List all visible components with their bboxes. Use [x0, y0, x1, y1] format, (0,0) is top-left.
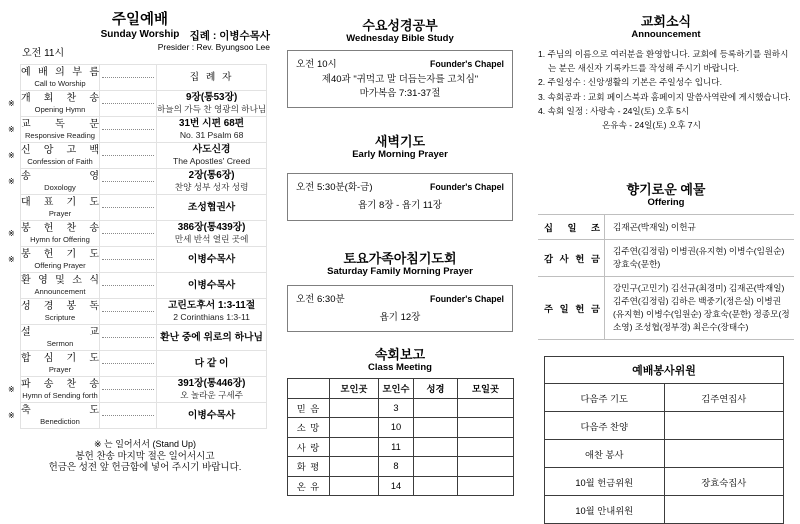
- worship-row: [8, 325, 267, 351]
- dotted-leader: [102, 259, 154, 260]
- committee-person: 장효숙집사: [664, 468, 784, 496]
- class-row: [288, 418, 514, 438]
- item-label-en: Responsive Reading: [24, 131, 96, 140]
- item-value: 31번 시편 68편: [179, 118, 245, 130]
- saturday-prayer-place: Founder's Chapel: [430, 293, 504, 304]
- class-header-blank: [288, 379, 330, 399]
- item-value: 환난 중에 위로의 하나님: [160, 331, 263, 343]
- announcement-list: [538, 47, 794, 132]
- item-value: 9장(통53장): [185, 92, 238, 104]
- worship-row: [8, 91, 267, 117]
- class-meeting-table: [287, 378, 514, 496]
- item-label-en: Prayer: [48, 209, 72, 218]
- dotted-leader: [102, 77, 154, 78]
- committee-role: 10월 안내위원: [545, 496, 665, 524]
- worship-row: [8, 117, 267, 143]
- worship-row: [8, 195, 267, 221]
- class-row: [288, 476, 514, 496]
- class-name: 사 랑: [288, 437, 330, 457]
- dotted-leader: [102, 363, 154, 364]
- item-label-ko: 성 경 봉 독: [21, 301, 99, 312]
- class-meeting-title-ko: 속회보고: [374, 347, 426, 362]
- item-label-en: Scripture: [44, 313, 76, 322]
- item-value-sub: No. 31 Psalm 68: [179, 130, 244, 141]
- item-label-en: Hymn for Offering: [30, 235, 90, 244]
- item-value-sub: The Apostles' Creed: [173, 156, 251, 167]
- worship-row: [8, 273, 267, 299]
- offering-title-en: Offering: [647, 197, 685, 209]
- stand-marker: ※: [8, 411, 15, 420]
- committee-person: [664, 440, 784, 468]
- dotted-leader: [102, 415, 154, 416]
- dotted-leader: [102, 389, 154, 390]
- bible-study-time: 오전 10시: [296, 59, 337, 70]
- item-value: 391장(통446장): [177, 378, 246, 390]
- class-name: 화 평: [288, 457, 330, 477]
- committee-row: [545, 496, 784, 524]
- bible-study-title-en: Wednesday Bible Study: [346, 33, 454, 44]
- item-label-ko: 설 교: [21, 327, 99, 338]
- item-value: 집 례 자: [189, 71, 234, 83]
- class-row: [288, 457, 514, 477]
- offering-table: [538, 214, 794, 340]
- item-value: 이병수목사: [187, 279, 236, 291]
- committee-person: [664, 496, 784, 524]
- worship-committee-table: [544, 356, 784, 524]
- dotted-leader: [102, 285, 154, 286]
- item-value-sub: 찬양 성부 성자 성령: [174, 182, 249, 193]
- offering-row-tithe: [538, 215, 794, 240]
- dotted-leader: [102, 207, 154, 208]
- dotted-leader: [102, 181, 154, 182]
- worship-row: [8, 299, 267, 325]
- offering-label: 주 일 헌 금: [544, 304, 600, 315]
- item-value: 조성협권사: [187, 201, 236, 213]
- class-table-header-row: [288, 379, 514, 399]
- dotted-leader: [102, 233, 154, 234]
- dotted-leader: [102, 129, 154, 130]
- early-prayer-title-en: Early Morning Prayer: [352, 149, 448, 160]
- committee-row: [545, 440, 784, 468]
- offering-label: 십 일 조: [544, 223, 600, 234]
- early-prayer-passage: 욥기 8장 - 욥기 11장: [358, 200, 442, 211]
- worship-header: [8, 8, 272, 60]
- committee-row: [545, 412, 784, 440]
- committee-person: 김주연집사: [664, 384, 784, 412]
- bible-study-box: [287, 50, 513, 108]
- dotted-leader: [102, 337, 154, 338]
- item-label-en: Confession of Faith: [27, 157, 93, 166]
- announcement-item: 3. 속회공과 : 교회 페이스북과 홈페이지 말씀사역란에 게시했습니다.: [538, 91, 791, 102]
- item-label-ko: 축 도: [21, 405, 99, 416]
- offering-title-block: [538, 182, 794, 208]
- announcement-title-ko: 교회소식: [640, 14, 692, 29]
- announcement-item: 4. 속회 일정 : 사랑속 - 24일(토) 오후 5시: [538, 105, 690, 116]
- item-label-en: Announcement: [34, 287, 86, 296]
- saturday-prayer-time: 오전 6:30분: [296, 293, 345, 305]
- saturday-prayer-title-ko: 토요가족아침기도회: [343, 250, 457, 266]
- class-count: 3: [379, 398, 414, 418]
- item-value: 사도신경: [192, 144, 231, 156]
- offering-names: 김주연(김정림) 이병권(유지현) 이병수(임원순) 장효숙(문한): [613, 246, 785, 270]
- committee-title: 예배봉사위원: [545, 357, 784, 384]
- saturday-prayer-passage: 욥기 12장: [379, 311, 421, 323]
- footnote-stand-up: ※ 는 일어서서 (Stand Up): [93, 439, 197, 449]
- bible-study-title-block: [287, 18, 513, 44]
- item-value: 고린도후서 1:3-11절: [167, 300, 256, 312]
- item-value: 이병수목사: [187, 253, 236, 265]
- midweek-section: [287, 6, 513, 496]
- item-label-en: Opening Hymn: [34, 105, 86, 114]
- early-prayer-title-block: [287, 134, 513, 160]
- class-count: 11: [379, 437, 414, 457]
- class-header-bible: 성경: [414, 379, 458, 399]
- item-label-ko: 파 송 찬 송: [21, 379, 99, 390]
- stand-marker: ※: [8, 151, 15, 160]
- offering-title-ko: 향기로운 예물: [626, 182, 706, 198]
- dotted-leader: [102, 155, 154, 156]
- class-name: 온 유: [288, 476, 330, 496]
- offering-names: 김재곤(박재일) 이헌규: [613, 221, 696, 232]
- worship-row: [8, 169, 267, 195]
- item-value: 이병수목사: [187, 409, 236, 421]
- early-prayer-title-ko: 새벽기도: [374, 134, 426, 149]
- item-value-sub: 하늘의 가득 찬 영광의 하나님: [157, 104, 267, 115]
- offering-row-thanksgiving: [538, 240, 794, 277]
- item-label-ko: 송 영: [21, 171, 99, 182]
- offering-label: 감 사 헌 금: [544, 254, 600, 265]
- footnote-offering-hymn: 봉헌 찬송 마지막 절은 일어서시고: [75, 450, 215, 462]
- worship-row: [8, 221, 267, 247]
- item-label-en: Sermon: [46, 339, 74, 348]
- committee-role: 다음주 기도: [545, 384, 665, 412]
- item-label-ko: 환 영 및 소 식: [21, 275, 99, 286]
- worship-row: [8, 403, 267, 429]
- item-label-ko: 신 앙 고 백: [21, 145, 99, 156]
- item-value: 다 같 이: [194, 357, 229, 369]
- early-prayer-box: [287, 173, 513, 221]
- bible-study-passage: 마가복음 7:31-37절: [359, 87, 441, 99]
- item-label-en: Doxology: [44, 183, 76, 192]
- item-label-en: Call to Worship: [34, 79, 86, 88]
- presider-block: [158, 30, 270, 52]
- bible-study-title-ko: 수요성경공부: [362, 18, 438, 33]
- class-header-attendance: 모인수: [379, 379, 414, 399]
- item-label-en: Benediction: [40, 417, 80, 426]
- item-label-ko: 봉 헌 기 도: [21, 249, 99, 260]
- announcement-item-sub: 온유속 - 24일(토) 오후 7시: [602, 120, 701, 131]
- stand-marker: ※: [8, 229, 15, 238]
- class-name: 소 망: [288, 418, 330, 438]
- class-row: [288, 437, 514, 457]
- class-header-place-met: 모인곳: [330, 379, 379, 399]
- item-label-en: Hymn of Sending forth: [22, 391, 98, 400]
- worship-row: [8, 351, 267, 377]
- early-prayer-place: Founder's Chapel: [430, 182, 504, 192]
- item-label-ko: 예 배 의 부 름: [21, 67, 99, 78]
- presider-ko: 집례 : 이병수목사: [189, 30, 270, 42]
- item-label-en: Prayer: [48, 365, 72, 374]
- offering-names: 강민구(고민기) 김선규(최경미) 김재곤(박재일) 김주연(김정림) 김하은 백중기(정은실) 이병권(유지현) 이병수(임원순) 장효숙(문한) 정종모(정소영) 조성협(정부경) 최은수(장태수): [613, 283, 790, 333]
- bible-study-place: Founder's Chapel: [430, 59, 504, 69]
- bible-study-lesson: 제40과 "귀먹고 말 더듬는자를 고치심": [321, 74, 479, 85]
- dotted-leader: [102, 311, 154, 312]
- stand-marker: ※: [8, 125, 15, 134]
- early-prayer-time: 오전 5:30분(화-금): [296, 182, 373, 193]
- committee-role: 다음주 찬양: [545, 412, 665, 440]
- class-count: 8: [379, 457, 414, 477]
- announcement-item: 1. 주님의 이름으로 여러분을 환영합니다. 교회에 등록하기를 원하시는 분은 새신자 기록카드를 작성해 주시기 바랍니다.: [538, 49, 789, 74]
- news-section: [538, 6, 794, 524]
- announcement-title-en: Announcement: [631, 29, 701, 40]
- class-meeting-title-en: Class Meeting: [368, 362, 432, 373]
- worship-row: [8, 143, 267, 169]
- class-count: 14: [379, 476, 414, 496]
- presider-en: Presider : Rev. Byungsoo Lee: [157, 42, 270, 52]
- committee-role: 10월 헌금위원: [545, 468, 665, 496]
- saturday-prayer-title-block: [287, 251, 513, 277]
- service-time: 오전 11시: [22, 48, 65, 59]
- stand-marker: ※: [8, 385, 15, 394]
- sunday-worship-section: [8, 6, 272, 474]
- item-label-ko: 대 표 기 도: [21, 197, 99, 208]
- stand-marker: ※: [8, 99, 15, 108]
- worship-row: [8, 377, 267, 403]
- item-label-en: Offering Prayer: [34, 261, 86, 270]
- class-name: 믿 음: [288, 398, 330, 418]
- saturday-prayer-title-en: Saturday Family Morning Prayer: [327, 265, 473, 277]
- item-label-ko: 교 독 문: [21, 119, 99, 130]
- saturday-prayer-box: [287, 285, 513, 333]
- worship-title-ko: 주일예배: [111, 12, 169, 28]
- footnote-offering-box: 헌금은 성전 앞 헌금함에 넣어 주시기 바랍니다.: [48, 462, 242, 473]
- item-label-ko: 봉 헌 찬 송: [21, 223, 99, 234]
- item-value-sub: 오 놀라운 구세주: [180, 390, 244, 401]
- worship-title-en: Sunday Worship: [100, 29, 180, 40]
- committee-row: [545, 384, 784, 412]
- worship-row: [8, 65, 267, 91]
- stand-marker: ※: [8, 255, 15, 264]
- item-value-sub: 2 Corinthians 1:3-11: [173, 312, 250, 323]
- item-value: 386장(통439장): [177, 222, 246, 234]
- class-header-next-place: 모일곳: [458, 379, 514, 399]
- item-value-sub: 만세 반석 열린 곳에: [174, 234, 249, 245]
- class-count: 10: [379, 418, 414, 438]
- worship-footnotes: [8, 439, 272, 474]
- announcement-title-block: [538, 14, 794, 40]
- committee-header-row: [545, 357, 784, 384]
- committee-row: [545, 468, 784, 496]
- item-value: 2장(통6장): [188, 170, 235, 182]
- class-row: [288, 398, 514, 418]
- stand-marker: ※: [8, 177, 15, 186]
- worship-order-table: [8, 64, 267, 429]
- dotted-leader: [102, 103, 154, 104]
- item-label-ko: 개 회 찬 송: [21, 93, 99, 104]
- committee-role: 애찬 봉사: [545, 440, 665, 468]
- committee-person: [664, 412, 784, 440]
- item-label-ko: 합 심 기 도: [21, 353, 99, 364]
- announcement-item: 2. 주일성수 : 신앙생활의 기본은 주일성수 입니다.: [538, 77, 722, 88]
- offering-row-sunday: [538, 277, 794, 340]
- class-meeting-title-block: [287, 347, 513, 373]
- worship-row: [8, 247, 267, 273]
